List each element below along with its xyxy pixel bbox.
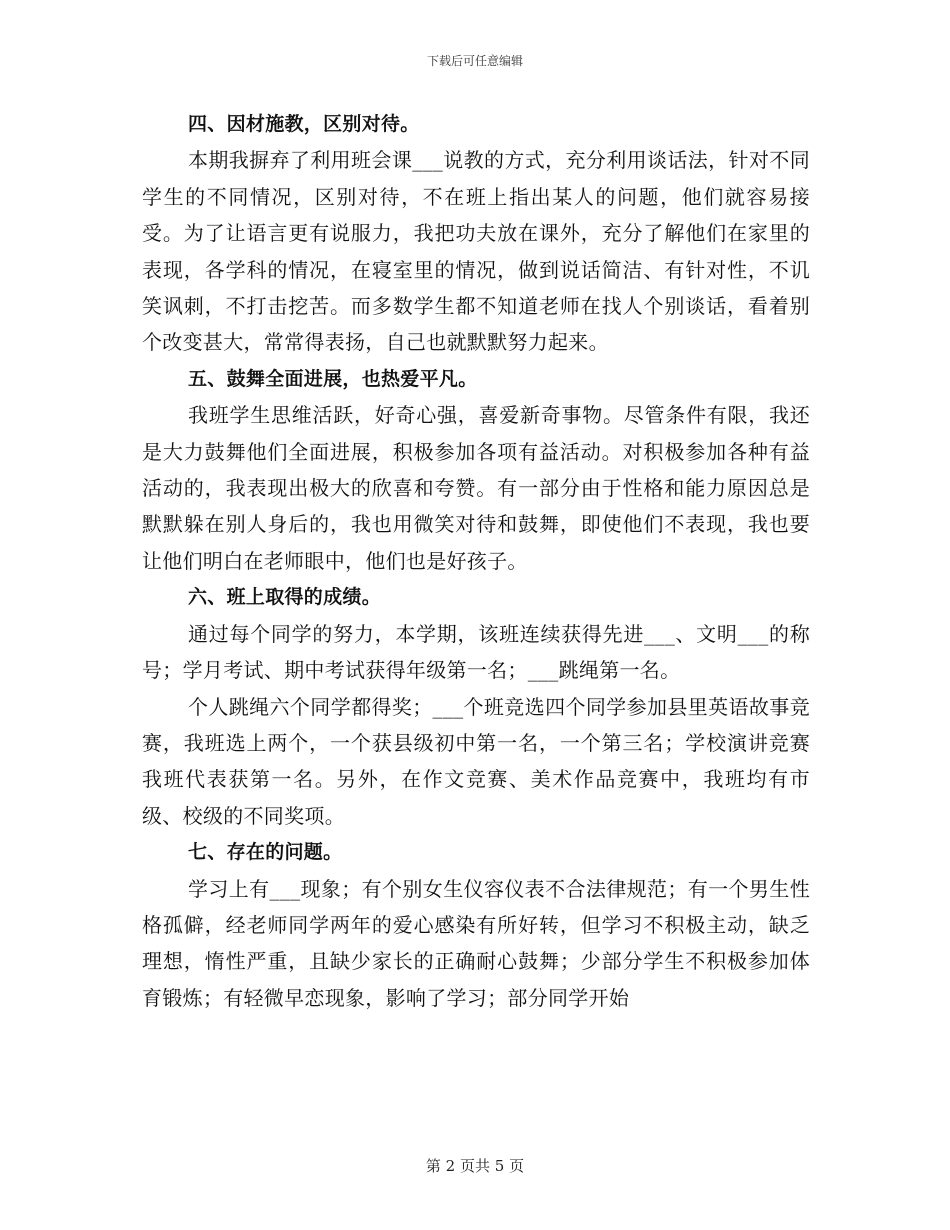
page-number: 第 2 页共 5 页 <box>425 1157 525 1175</box>
paragraph: 我班学生思维活跃，好奇心强，喜爱新奇事物。尽管条件有限，我还是大力鼓舞他们全面进展，积极参加各项有益活动。对积极参加各种有益活动的，我表现出极大的欣喜和夸赞。有一部分由于性格和能力原因总是默默躲在别人身后的，我也用微笑对待和鼓舞，即使他们不表现，我也要让他们明白在老师眼中，他们也是好孩子。 <box>142 403 810 573</box>
section-heading: 七、存在的问题。 <box>188 841 343 864</box>
section-heading: 五、鼓舞全面进展，也热爱平凡。 <box>188 367 478 390</box>
paragraph: 个人跳绳六个同学都得奖；___个班竞选四个同学参加县里英语故事竞赛，我班选上两个，一个获县级初中第一名，一个第三名；学校演讲竞赛我班代表获第一名。另外，在作文竞赛、美术作品竞赛中，我班均有市级、校级的不同奖项。 <box>142 694 810 828</box>
section-heading: 四、因材施教，区别对待。 <box>188 113 420 135</box>
page-header: 下载后可任意编辑 <box>426 54 523 68</box>
paragraph: 本期我摒弃了利用班会课___说教的方式，充分利用谈话法，针对不同学生的不同情况，区别对待，不在班上指出某人的问题，他们就容易接受。为了让语言更有说服力，我把功夫放在课外，充分了解他们在家里的表现，各学科的情况，在寝室里的情况，做到说话简洁、有针对性，不讥笑讽刺，不打击挖苦。而多数学生都不知道老师在找人个别谈话，看着别个改变甚大，常常得表扬，自己也就默默努力起来。 <box>142 148 810 355</box>
section-heading: 六、班上取得的成绩。 <box>188 586 382 609</box>
document-body <box>142 106 810 1016</box>
paragraph: 通过每个同学的努力，本学期，该班连续获得先进___、文明___的称号；学月考试、期中考试获得年级第一名；___跳绳第一名。 <box>142 621 810 683</box>
paragraph: 学习上有___现象；有个别女生仪容仪表不合法律规范；有一个男生性格孤僻，经老师同学两年的爱心感染有所好转，但学习不积极主动，缺乏理想，惰性严重，且缺少家长的正确耐心鼓舞；少部分学生不积极参加体育锻炼；有轻微早恋现象，影响了学习；部分同学开始 <box>142 876 810 1010</box>
